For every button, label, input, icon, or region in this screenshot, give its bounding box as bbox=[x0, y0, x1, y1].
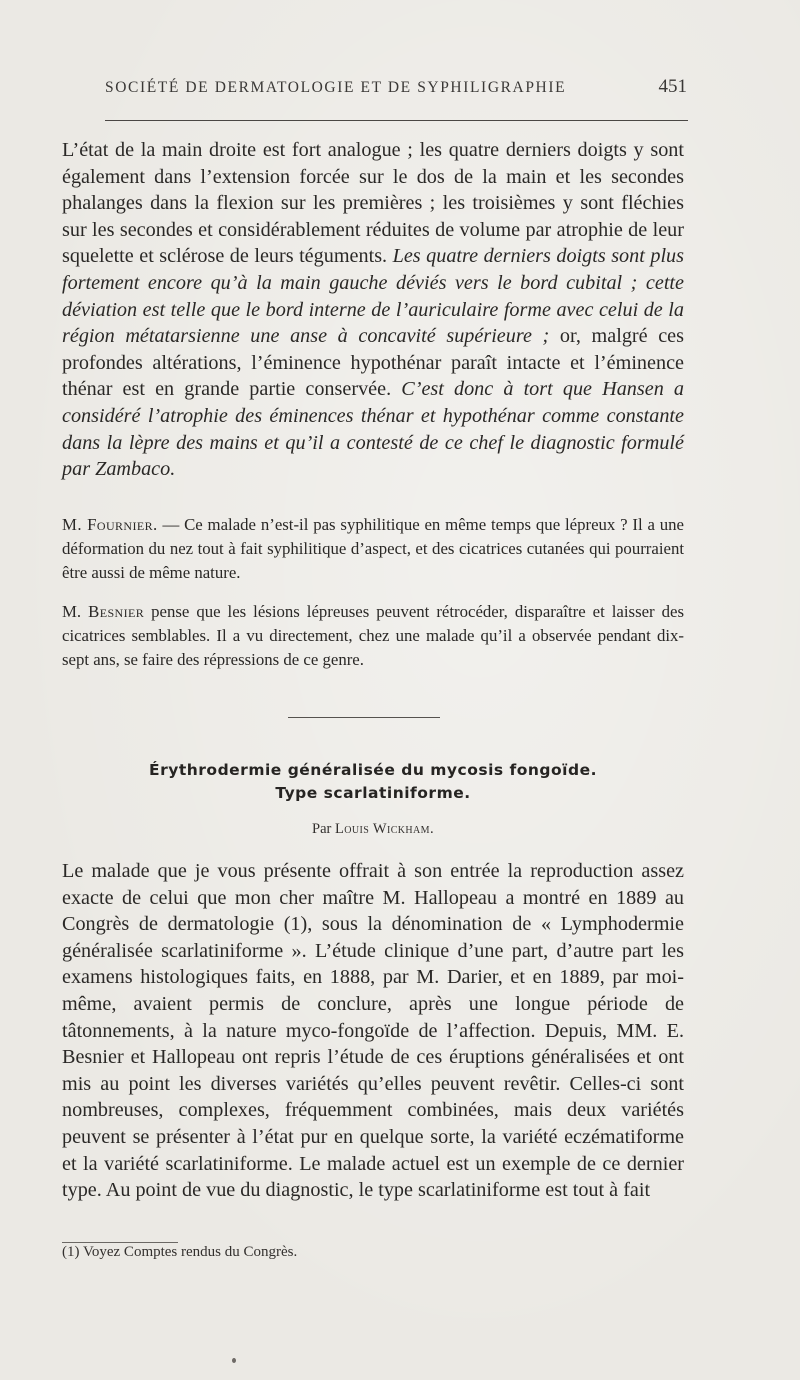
ink-speck bbox=[232, 1358, 236, 1363]
paragraph-fournier bbox=[62, 513, 684, 586]
speaker-fournier: M. Fournier. bbox=[62, 515, 158, 534]
speaker-besnier: Besnier bbox=[88, 602, 145, 621]
article-byline bbox=[62, 821, 684, 838]
paragraph-hand-description bbox=[62, 137, 684, 483]
header-rule bbox=[105, 120, 688, 121]
running-head: SOCIÉTÉ DE DERMATOLOGIE ET DE SYPHILIGRAPHIE bbox=[105, 79, 567, 96]
para1-italic-sentence-2: Les quatre derniers doigts sont plus fortement encore qu’à la main gauche déviés vers le bord cubital ; cette déviation est telle que le bord interne de l’auriculaire forme avec celui de la région métatarsienne une anse à concavité supérieure ; bbox=[62, 245, 684, 348]
besnier-prefix: M. bbox=[62, 602, 82, 621]
paragraph-wickham-intro: Le malade que je vous présente offrait à son entrée la reproduction assez exacte de celui que mon cher maître M. Hallopeau a montré en 1889 au Congrès de dermatologie (1), sous la dénomination de « Lymphodermie généralisée scarlatiniforme ». L’étude clinique d’une part, d’autre part les examens histologiques faits, en 1888, par M. Darier, et en 1889, par moi-même, avaient permis de conclure, après une longue période de tâtonnements, à la nature myco-fongoïde de l’affection. Depuis, MM. E. Besnier et Hallopeau ont repris l’étude de ces éruptions généralisées et ont mis au point les diverses variétés qu’elles peuvent revêtir. Celles-ci sont nombreuses, complexes, fréquemment combinées, mais deux variétés peuvent se présenter à l’état pur en quelque sorte, la variété eczématiforme et la variété scarlatiniforme. Le malade actuel est un exemple de ce dernier type. Au point de vue du diagnostic, le type scarlatiniforme est tout à fait bbox=[62, 860, 684, 1202]
article-title-line-1: Érythrodermie généralisée du mycosis fongoïde. bbox=[149, 761, 597, 779]
para1-sentence-1: L’état de la main droite est fort analogue ; les quatre derniers doigts y sont également dans l’extension forcée sur le dos de la main et les secondes phalanges dans la flexion sur les premières ; les troisièmes y sont fléchies sur les secondes et considérablement réduites de volume par atrophie de leur squelette et sclérose de leurs téguments. bbox=[62, 139, 684, 268]
section-divider bbox=[288, 717, 440, 718]
paragraph-besnier bbox=[62, 600, 684, 673]
para1-italic-sentence-4: C’est donc à tort que Hansen a considéré l’atrophie des éminences thénar et hypothénar comme constante dans la lèpre des mains et qu’il a contesté de ce chef le diagnostic formulé par Zambaco. bbox=[62, 378, 685, 481]
footnote: (1) Voyez Comptes rendus du Congrès. bbox=[62, 1244, 298, 1260]
article-title-line-2: Type scarlatiniforme. bbox=[275, 784, 471, 802]
author-name: Louis Wickham. bbox=[334, 821, 434, 837]
footnote-rule bbox=[62, 1242, 178, 1243]
fournier-remark: — Ce malade n’est-il pas syphilitique en même temps que lépreux ? Il a une déformation du nez tout à fait syphilitique d’aspect, et des cicatrices cutanées qui pourraient être aussi de même nature. bbox=[62, 515, 685, 583]
page-number: 451 bbox=[658, 76, 687, 97]
byline-prefix: Par bbox=[312, 821, 332, 837]
besnier-remark: pense que les lésions lépreuses peuvent rétrocéder, disparaître et laisser des cicatrices semblables. Il a vu directement, chez une malade qu’il a observée pendant dix-sept ans, se faire des répressions de ce genre. bbox=[62, 602, 684, 670]
para1-sentence-3: or, malgré ces profondes altérations, l’éminence hypothénar paraît intacte et l’éminence thénar est en grande partie conservée. bbox=[62, 325, 684, 401]
page-header bbox=[105, 76, 687, 101]
